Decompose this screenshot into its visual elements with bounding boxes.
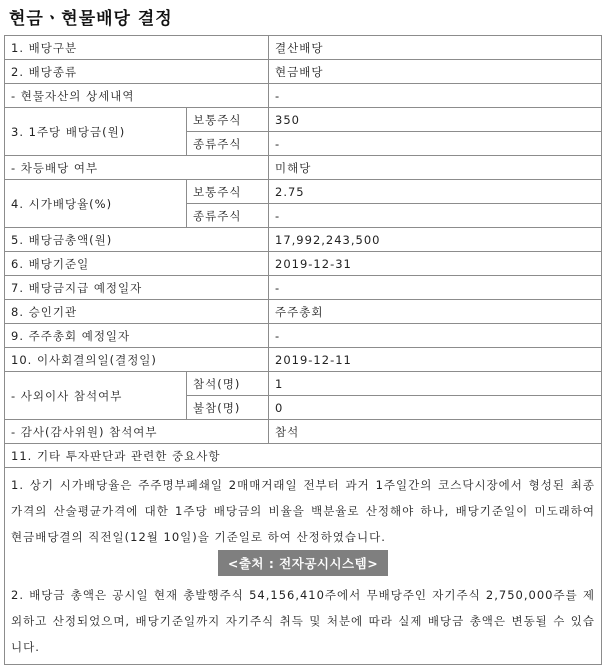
row-value: 0: [269, 396, 602, 420]
table-row: [5, 84, 602, 108]
table-row: [5, 420, 602, 444]
page-title: 현금ㆍ현물배당 결정: [9, 9, 173, 29]
row-label: - 사외이사 참석여부: [5, 372, 187, 420]
row-value: 현금배당: [269, 60, 602, 84]
row-value: -: [269, 204, 602, 228]
row-value: 결산배당: [269, 36, 602, 60]
row-value: 주주총회: [269, 300, 602, 324]
row-sublabel: 종류주식: [187, 204, 269, 228]
row-value: -: [269, 132, 602, 156]
row-value: -: [269, 324, 602, 348]
row-label: - 현물자산의 상세내역: [5, 84, 269, 108]
table-row: [5, 156, 602, 180]
table-row: [5, 180, 602, 204]
row-sublabel: 참석(명): [187, 372, 269, 396]
row-value: 2.75: [269, 180, 602, 204]
row-label: 1. 배당구분: [5, 36, 269, 60]
row-value: 참석: [269, 420, 602, 444]
row-value: 미해당: [269, 156, 602, 180]
table-row: [5, 372, 602, 396]
notes-cell: [5, 468, 602, 665]
source-caption: [11, 550, 595, 576]
table-row: [5, 228, 602, 252]
table-row: [5, 348, 602, 372]
row-value: 350: [269, 108, 602, 132]
table-row: [5, 444, 602, 468]
row-value: 17,992,243,500: [269, 228, 602, 252]
row-sublabel: 종류주식: [187, 132, 269, 156]
row-label: 6. 배당기준일: [5, 252, 269, 276]
row-label: - 감사(감사위원) 참석여부: [5, 420, 269, 444]
table-row: [5, 324, 602, 348]
row-label: 7. 배당금지급 예정일자: [5, 276, 269, 300]
note-paragraph-1: 1. 상기 시가배당율은 주주명부폐쇄일 2매매거래일 전부터 과거 1주일간의 코스닥시장에서 형성된 최종가격의 산술평균가격에 대한 1주당 배당금의 비율을 백분율로 산정해야 하나, 배당기준일이 미도래하여 현금배당결의 직전일(12월 10일)을 기준일로 하여 산정하였습니다.: [11, 478, 596, 544]
row-sublabel: 불참(명): [187, 396, 269, 420]
table-row: [5, 252, 602, 276]
row-label: 4. 시가배당율(%): [5, 180, 187, 228]
table-row: [5, 60, 602, 84]
table-row: [5, 276, 602, 300]
note-paragraph-2: 2. 배당금 총액은 공시일 현재 총발행주식 54,156,410주에서 무배당주인 자기주식 2,750,000주를 제외하고 산정되었으며, 배당기준일까지 자기주식 취득 및 처분에 따라 실제 배당금 총액은 변동될 수 있습니다.: [11, 588, 596, 654]
notes-row: [5, 468, 602, 665]
source-badge: <출처 : 전자공시시스템>: [218, 550, 388, 576]
row-label: 5. 배당금총액(원): [5, 228, 269, 252]
row-value: -: [269, 84, 602, 108]
row-label: 9. 주주총회 예정일자: [5, 324, 269, 348]
row-label: 3. 1주당 배당금(원): [5, 108, 187, 156]
row-value: 2019-12-11: [269, 348, 602, 372]
row-sublabel: 보통주식: [187, 108, 269, 132]
row-label: 10. 이사회결의일(결정일): [5, 348, 269, 372]
row-label: - 차등배당 여부: [5, 156, 269, 180]
row-label: 8. 승인기관: [5, 300, 269, 324]
row-sublabel: 보통주식: [187, 180, 269, 204]
row-value: 1: [269, 372, 602, 396]
table-row: [5, 300, 602, 324]
row-label: 2. 배당종류: [5, 60, 269, 84]
table-row: [5, 108, 602, 132]
table-row: [5, 36, 602, 60]
dividend-table: [4, 35, 602, 665]
row-label: 11. 기타 투자판단과 관련한 중요사항: [5, 444, 602, 468]
row-value: 2019-12-31: [269, 252, 602, 276]
row-value: -: [269, 276, 602, 300]
